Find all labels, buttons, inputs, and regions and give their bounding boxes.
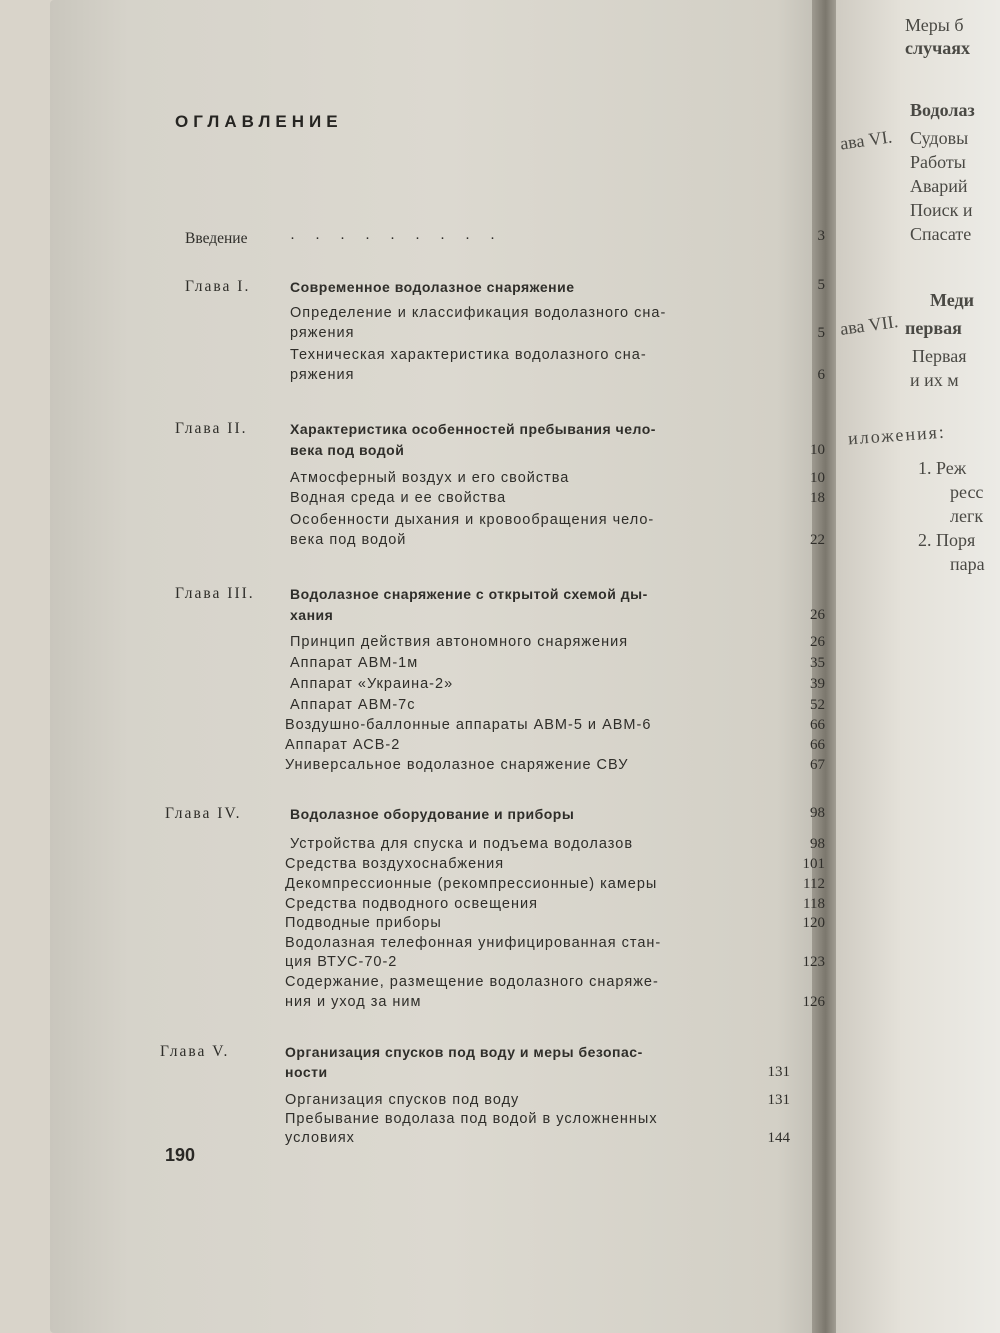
- chapter-page: 26: [810, 607, 825, 623]
- right-fragment: 1. Реж: [918, 458, 967, 478]
- chapter-page: 10: [810, 442, 825, 458]
- toc-page: 126: [802, 994, 825, 1010]
- toc-page: 67: [810, 757, 825, 773]
- right-fragment: Меди: [930, 290, 974, 310]
- toc-entry: Особенности дыхания и кровообращения чело-: [290, 512, 655, 528]
- toc-entry: Водная среда и ее свойства: [290, 490, 507, 506]
- toc-page: 144: [767, 1130, 790, 1146]
- right-fragment: 2. Поря: [918, 530, 976, 550]
- toc-entry: Устройства для спуска и подъема водолазов: [290, 836, 634, 852]
- right-fragment: пара: [950, 554, 985, 574]
- toc-entry: Пребывание водолаза под водой в усложненных: [285, 1111, 658, 1127]
- toc-entry: Определение и классификация водолазного сна-: [290, 305, 667, 321]
- page-number: 190: [165, 1145, 196, 1165]
- right-fragment: Судовы: [910, 128, 969, 148]
- intro-label: Введение: [185, 230, 248, 247]
- toc-entry: Средства подводного освещения: [285, 896, 538, 912]
- toc-page: 10: [810, 470, 825, 486]
- chapter-number: Глава III.: [175, 585, 255, 602]
- toc-page: 66: [810, 737, 825, 753]
- toc-entry: Аппарат АВМ-7с: [290, 697, 416, 713]
- toc-page: 6: [817, 367, 825, 383]
- toc-entry: Аппарат «Украина-2»: [290, 676, 454, 692]
- toc-entry: Декомпрессионные (рекомпрессионные) камеры: [285, 876, 658, 892]
- toc-entry: Аппарат АСВ-2: [285, 737, 401, 753]
- toc-page: 52: [810, 697, 825, 713]
- toc-page: 66: [810, 717, 825, 733]
- right-fragment: ресс: [950, 482, 984, 502]
- toc-page: 123: [802, 954, 825, 970]
- toc-entry: ния и уход за ним: [285, 994, 422, 1010]
- toc-page: 112: [803, 876, 825, 892]
- toc-page: 22: [810, 532, 825, 548]
- right-fragment: Спасате: [910, 224, 972, 244]
- toc-page: 118: [803, 896, 825, 912]
- toc-entry: века под водой: [290, 532, 407, 548]
- right-fragment: Водолаз: [910, 100, 975, 120]
- toc-entry: Атмосферный воздух и его свойства: [290, 470, 570, 486]
- toc-entry: Средства воздухоснабжения: [285, 856, 505, 872]
- intro-page: 3: [817, 228, 825, 244]
- toc-page: 98: [810, 836, 825, 852]
- chapter-title: Водолазное оборудование и приборы: [290, 806, 575, 822]
- chapter-title: Водолазное снаряжение с открытой схемой ды-: [290, 586, 648, 602]
- chapter-page: 98: [810, 805, 825, 821]
- chapter-page: 131: [767, 1064, 790, 1080]
- right-fragment: и их м: [910, 370, 959, 390]
- right-fragment: Меры б: [905, 15, 964, 35]
- toc-entry: Содержание, размещение водолазного снаряже-: [285, 974, 659, 990]
- toc-page: 120: [802, 915, 825, 931]
- toc-page: 39: [810, 676, 825, 692]
- toc-entry: Принцип действия автономного снаряжения: [290, 634, 629, 650]
- right-fragment: ава VII.: [838, 311, 900, 339]
- toc-entry: ция ВТУС-70-2: [285, 954, 398, 970]
- chapter-title: Характеристика особенностей пребывания чело-: [290, 421, 656, 437]
- toc-entry: ряжения: [290, 325, 355, 341]
- toc-entry: Аппарат АВМ-1м: [290, 655, 419, 671]
- right-fragment: Первая: [912, 346, 967, 366]
- toc-entry: ряжения: [290, 367, 355, 383]
- toc-page: 5: [817, 325, 825, 341]
- chapter-number: Глава V.: [160, 1043, 230, 1060]
- left-page: [50, 0, 840, 1333]
- page-title: ОГЛАВЛЕНИЕ: [175, 112, 343, 131]
- chapter-title: хания: [290, 607, 334, 623]
- toc-entry: Подводные приборы: [285, 915, 442, 931]
- toc-page: 101: [802, 856, 825, 872]
- toc-page: 131: [767, 1092, 790, 1108]
- right-fragment: ава VI.: [838, 126, 894, 154]
- toc-entry: Водолазная телефонная унифицированная стан-: [285, 935, 662, 951]
- toc-page: 26: [810, 634, 825, 650]
- right-fragment: Работы: [910, 152, 966, 172]
- chapter-number: Глава IV.: [165, 805, 242, 822]
- right-fragment: иложения:: [847, 421, 947, 449]
- chapter-number: Глава I.: [185, 278, 251, 295]
- toc-entry: Организация спусков под воду: [285, 1092, 520, 1108]
- right-fragment: Поиск и: [910, 200, 973, 220]
- toc-entry: Воздушно-баллонные аппараты АВМ-5 и АВМ-6: [285, 717, 652, 733]
- toc-entry: Универсальное водолазное снаряжение СВУ: [285, 757, 629, 773]
- toc-entry: Техническая характеристика водолазного сна-: [290, 347, 647, 363]
- toc-page: 18: [810, 490, 825, 506]
- right-fragment: легк: [950, 506, 984, 526]
- chapter-title: Организация спусков под воду и меры безопас-: [285, 1044, 643, 1060]
- chapter-title: века под водой: [290, 442, 405, 458]
- leader-dots: ·········: [290, 231, 515, 247]
- right-fragment: Аварий: [910, 176, 968, 196]
- right-fragment: первая: [905, 318, 962, 338]
- toc-page: 35: [810, 655, 825, 671]
- chapter-title: Современное водолазное снаряжение: [290, 279, 575, 295]
- chapter-title: ности: [285, 1064, 328, 1080]
- right-fragment: случаях: [905, 38, 970, 58]
- chapter-number: Глава II.: [175, 420, 248, 437]
- chapter-page: 5: [817, 277, 825, 293]
- toc-entry: условиях: [285, 1130, 355, 1146]
